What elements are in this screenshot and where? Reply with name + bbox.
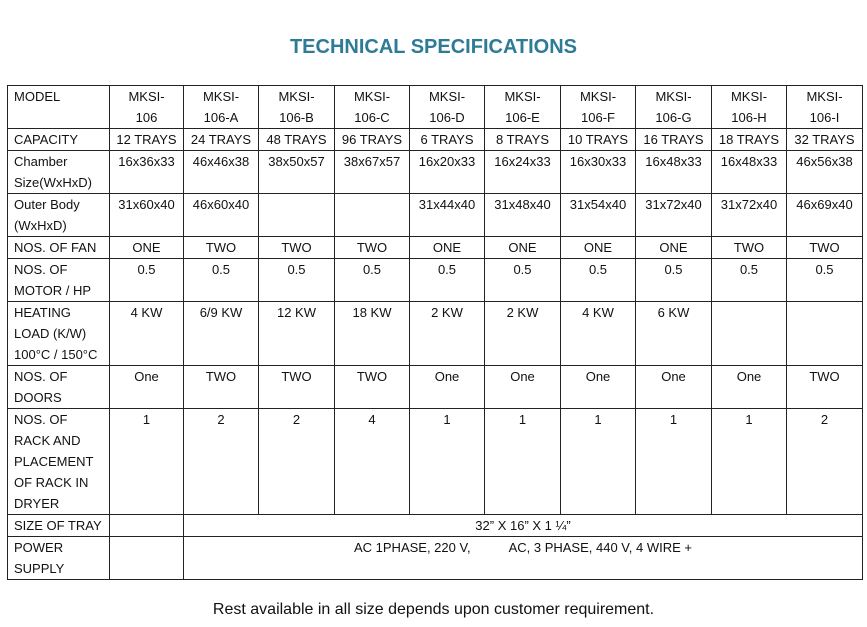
table-cell: One — [561, 366, 636, 409]
table-cell: 16x48x33 — [636, 151, 712, 194]
table-cell: 4 — [335, 409, 410, 515]
table-cell: 1 — [485, 409, 561, 515]
table-cell: One — [712, 366, 787, 409]
row-label: NOS. OF DOORS — [8, 366, 110, 409]
table-cell: 32 TRAYS — [787, 129, 863, 151]
model-cell: MKSI- 106-B — [259, 86, 335, 129]
table-cell: 46x60x40 — [184, 194, 259, 237]
table-cell: 6 KW — [636, 302, 712, 366]
page-title: TECHNICAL SPECIFICATIONS — [289, 36, 578, 58]
table-row — [8, 194, 863, 237]
table-cell: 12 KW — [259, 302, 335, 366]
table-cell — [110, 515, 184, 537]
row-label: Chamber Size(WxHxD) — [8, 151, 110, 194]
table-cell: 0.5 — [485, 259, 561, 302]
tray-size-cell: 32” X 16” X 1 ¼” — [184, 515, 863, 537]
table-cell: 1 — [712, 409, 787, 515]
table-cell: ONE — [110, 237, 184, 259]
table-cell: TWO — [335, 366, 410, 409]
table-cell: 2 KW — [485, 302, 561, 366]
table-cell: 0.5 — [110, 259, 184, 302]
table-cell: 31x54x40 — [561, 194, 636, 237]
row-label: NOS. OF RACK AND PLACEMENT OF RACK IN DRYER — [8, 409, 110, 515]
table-row — [8, 537, 863, 580]
table-cell: 16x30x33 — [561, 151, 636, 194]
table-cell: One — [410, 366, 485, 409]
table-cell: 4 KW — [110, 302, 184, 366]
table-cell: 31x60x40 — [110, 194, 184, 237]
table-cell: ONE — [410, 237, 485, 259]
table-cell: 18 KW — [335, 302, 410, 366]
table-cell — [259, 194, 335, 237]
table-cell: 16x36x33 — [110, 151, 184, 194]
power-single-phase: AC 1PHASE, 220 V, — [353, 540, 471, 555]
table-cell: 1 — [110, 409, 184, 515]
model-cell: MKSI- 106-A — [184, 86, 259, 129]
table-cell — [712, 302, 787, 366]
table-cell: 24 TRAYS — [184, 129, 259, 151]
table-cell: 38x50x57 — [259, 151, 335, 194]
row-label: NOS. OF MOTOR / HP — [8, 259, 110, 302]
table-cell: 31x72x40 — [636, 194, 712, 237]
table-cell: TWO — [787, 237, 863, 259]
table-row — [8, 302, 863, 366]
table-cell: 0.5 — [184, 259, 259, 302]
table-cell: 0.5 — [712, 259, 787, 302]
table-cell: TWO — [259, 366, 335, 409]
table-row — [8, 409, 863, 515]
table-cell: One — [110, 366, 184, 409]
model-cell: MKSI- 106-G — [636, 86, 712, 129]
table-cell: 12 TRAYS — [110, 129, 184, 151]
table-row — [8, 237, 863, 259]
table-cell: 2 KW — [410, 302, 485, 366]
table-cell: TWO — [184, 237, 259, 259]
table-cell: 1 — [636, 409, 712, 515]
table-row — [8, 129, 863, 151]
model-cell: MKSI- 106 — [110, 86, 184, 129]
table-cell: 1 — [410, 409, 485, 515]
table-cell: 46x56x38 — [787, 151, 863, 194]
model-cell: MKSI- 106-F — [561, 86, 636, 129]
table-cell: 2 — [184, 409, 259, 515]
table-cell: 0.5 — [561, 259, 636, 302]
table-cell: 48 TRAYS — [259, 129, 335, 151]
table-cell: ONE — [561, 237, 636, 259]
table-cell: ONE — [485, 237, 561, 259]
table-cell: One — [485, 366, 561, 409]
table-row — [8, 259, 863, 302]
table-row — [8, 366, 863, 409]
table-cell: 0.5 — [636, 259, 712, 302]
table-cell: 1 — [561, 409, 636, 515]
table-cell: 38x67x57 — [335, 151, 410, 194]
table-cell: 0.5 — [259, 259, 335, 302]
table-cell: 8 TRAYS — [485, 129, 561, 151]
row-label: MODEL — [8, 86, 110, 129]
table-cell: 46x69x40 — [787, 194, 863, 237]
power-three-phase: AC, 3 PHASE, 440 V, 4 WIRE + — [508, 540, 692, 555]
table-cell: 0.5 — [335, 259, 410, 302]
table-cell: 18 TRAYS — [712, 129, 787, 151]
table-cell: TWO — [712, 237, 787, 259]
row-label: HEATING LOAD (K/W) 100°C / 150°C — [8, 302, 110, 366]
model-cell: MKSI- 106-E — [485, 86, 561, 129]
table-row — [8, 515, 863, 537]
table-cell: TWO — [335, 237, 410, 259]
row-label: NOS. OF FAN — [8, 237, 110, 259]
model-cell: MKSI- 106-I — [787, 86, 863, 129]
model-cell: MKSI- 106-H — [712, 86, 787, 129]
table-cell — [110, 537, 184, 580]
table-cell: One — [636, 366, 712, 409]
model-cell: MKSI- 106-D — [410, 86, 485, 129]
table-cell: 16x48x33 — [712, 151, 787, 194]
row-label: POWER SUPPLY — [8, 537, 110, 580]
table-cell: 4 KW — [561, 302, 636, 366]
table-row — [8, 86, 863, 129]
row-label: Outer Body (WxHxD) — [8, 194, 110, 237]
spec-table — [7, 85, 863, 580]
table-cell — [335, 194, 410, 237]
power-supply-cell — [184, 537, 863, 580]
table-cell: 96 TRAYS — [335, 129, 410, 151]
model-cell: MKSI- 106-C — [335, 86, 410, 129]
table-cell: 10 TRAYS — [561, 129, 636, 151]
table-cell: 2 — [787, 409, 863, 515]
table-cell: 6/9 KW — [184, 302, 259, 366]
table-row — [8, 151, 863, 194]
table-cell: 0.5 — [410, 259, 485, 302]
table-cell: ONE — [636, 237, 712, 259]
table-cell: 16x24x33 — [485, 151, 561, 194]
table-cell: 31x48x40 — [485, 194, 561, 237]
footer-note: Rest available in all size depends upon customer requirement. — [212, 601, 655, 618]
table-cell: TWO — [787, 366, 863, 409]
table-cell: 31x72x40 — [712, 194, 787, 237]
table-cell: TWO — [184, 366, 259, 409]
table-cell: 6 TRAYS — [410, 129, 485, 151]
table-cell: TWO — [259, 237, 335, 259]
table-cell: 16 TRAYS — [636, 129, 712, 151]
row-label: CAPACITY — [8, 129, 110, 151]
table-cell — [787, 302, 863, 366]
row-label: SIZE OF TRAY — [8, 515, 110, 537]
table-cell: 2 — [259, 409, 335, 515]
table-cell: 16x20x33 — [410, 151, 485, 194]
table-cell: 31x44x40 — [410, 194, 485, 237]
table-cell: 46x46x38 — [184, 151, 259, 194]
table-cell: 0.5 — [787, 259, 863, 302]
